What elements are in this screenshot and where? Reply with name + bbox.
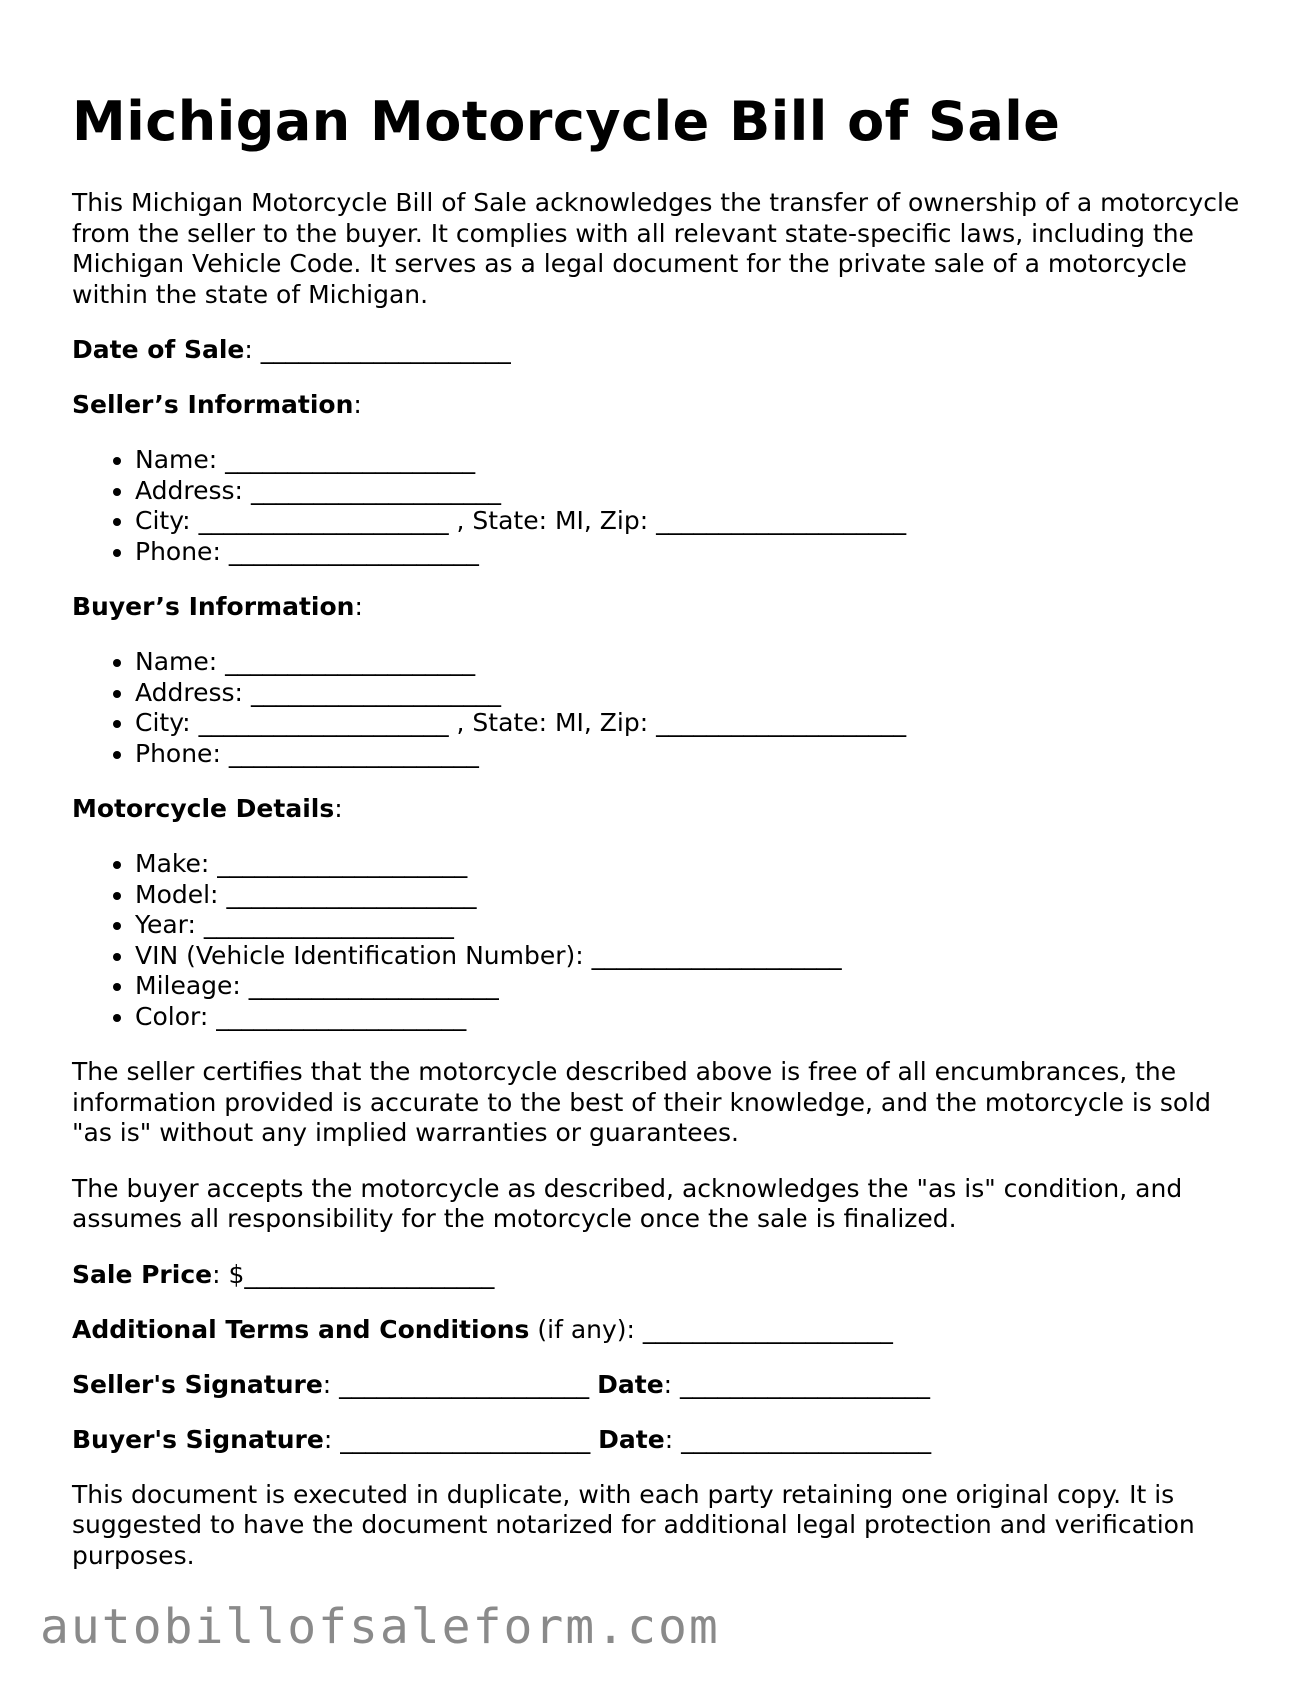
- buyer-info-heading: Buyer’s Information:: [72, 592, 363, 621]
- buyer-address-field: • Address: ____________________: [135, 678, 1242, 709]
- seller-address-field: • Address: ____________________: [135, 476, 1242, 507]
- website-watermark: autobillofsaleform.com: [40, 1599, 720, 1655]
- seller-certification-paragraph: The seller certifies that the motorcycle described above is free of all encumbrances, the information provided is accurate to the best of their knowledge, and the motorcycle is sold "as is" without any implied warranties or guarantees.: [72, 1057, 1211, 1147]
- buyer-city-field: • City: ____________________ , State: MI, Zip: ____________________: [135, 708, 1242, 739]
- motorcycle-details-list: [72, 849, 1242, 1032]
- mileage-blank[interactable]: ____________________: [248, 971, 499, 1000]
- buyer-acceptance-paragraph: The buyer accepts the motorcycle as described, acknowledges the "as is" condition, and assumes all responsibility for the motorcycle once the sale is finalized.: [72, 1173, 1183, 1233]
- vin-field: • VIN (Vehicle Identification Number): ____________________: [135, 941, 1242, 972]
- buyer-signature-blank[interactable]: ____________________: [340, 1424, 591, 1454]
- mileage-field: • Mileage: ____________________: [135, 971, 1242, 1002]
- vin-blank[interactable]: ____________________: [591, 940, 842, 970]
- seller-zip-blank[interactable]: ____________________: [656, 506, 907, 535]
- buyer-zip-blank[interactable]: ____________________: [656, 708, 907, 737]
- date-of-sale-blank[interactable]: ____________________: [260, 335, 511, 364]
- make-field: • Make: ____________________: [135, 849, 1242, 880]
- seller-phone-blank[interactable]: ____________________: [228, 536, 479, 566]
- document-page: [72, 82, 1242, 1571]
- model-field: • Model: ____________________: [135, 880, 1242, 911]
- color-field: • Color: ____________________: [135, 1002, 1242, 1033]
- intro-paragraph: This Michigan Motorcycle Bill of Sale acknowledges the transfer of ownership of a motorcycle from the seller to the buyer. It complies with all relevant state-specific laws, including the Michigan Vehicle Code. It serves as a legal document for the private sale of a motorcycle within the state of Michigan.: [72, 188, 1240, 309]
- date-of-sale-label: Date of Sale: [72, 335, 245, 364]
- additional-terms-blank[interactable]: ____________________: [642, 1314, 893, 1344]
- buyer-signature-row: Buyer's Signature: ____________________ Date: ____________________: [72, 1424, 932, 1454]
- additional-terms-field: Additional Terms and Conditions (if any): ____________________: [72, 1314, 893, 1344]
- seller-name-field: • Name: ____________________: [135, 445, 1242, 476]
- seller-signature-date-blank[interactable]: ____________________: [680, 1369, 931, 1399]
- buyer-name-blank[interactable]: ____________________: [225, 647, 476, 676]
- buyer-info-list: [72, 647, 1242, 769]
- seller-signature-row: Seller's Signature: ____________________ Date: ____________________: [72, 1369, 931, 1399]
- make-blank[interactable]: ____________________: [217, 849, 468, 878]
- year-field: • Year: ____________________: [135, 910, 1242, 941]
- buyer-phone-blank[interactable]: ____________________: [228, 738, 479, 768]
- seller-city-blank[interactable]: ____________________: [198, 506, 449, 535]
- model-blank[interactable]: ____________________: [226, 879, 477, 909]
- year-blank[interactable]: ____________________: [203, 910, 454, 939]
- motorcycle-details-heading: Motorcycle Details:: [72, 794, 343, 823]
- buyer-phone-field: • Phone: ____________________: [135, 739, 1242, 770]
- sale-price-field: Sale Price: $____________________: [72, 1259, 495, 1289]
- buyer-city-blank[interactable]: ____________________: [198, 708, 449, 737]
- closing-paragraph: This document is executed in duplicate, with each party retaining one original copy. It is suggested to have the document notarized for additional legal protection and verification purposes.: [72, 1479, 1195, 1570]
- seller-address-blank[interactable]: ____________________: [250, 475, 501, 505]
- buyer-name-field: • Name: ____________________: [135, 647, 1242, 678]
- buyer-signature-date-blank[interactable]: ____________________: [681, 1424, 932, 1454]
- seller-info-heading: Seller’s Information:: [72, 390, 362, 419]
- seller-phone-field: • Phone: ____________________: [135, 537, 1242, 568]
- seller-signature-blank[interactable]: ____________________: [339, 1369, 590, 1399]
- date-of-sale-field: Date of Sale: ____________________: [72, 335, 511, 364]
- document-title: Michigan Motorcycle Bill of Sale: [72, 90, 1061, 153]
- color-blank[interactable]: ____________________: [216, 1001, 467, 1031]
- seller-info-list: [72, 445, 1242, 567]
- seller-name-blank[interactable]: ____________________: [225, 445, 476, 474]
- buyer-address-blank[interactable]: ____________________: [250, 677, 501, 707]
- seller-city-field: • City: ____________________ , State: MI, Zip: ____________________: [135, 506, 1242, 537]
- sale-price-blank[interactable]: ____________________: [244, 1259, 495, 1289]
